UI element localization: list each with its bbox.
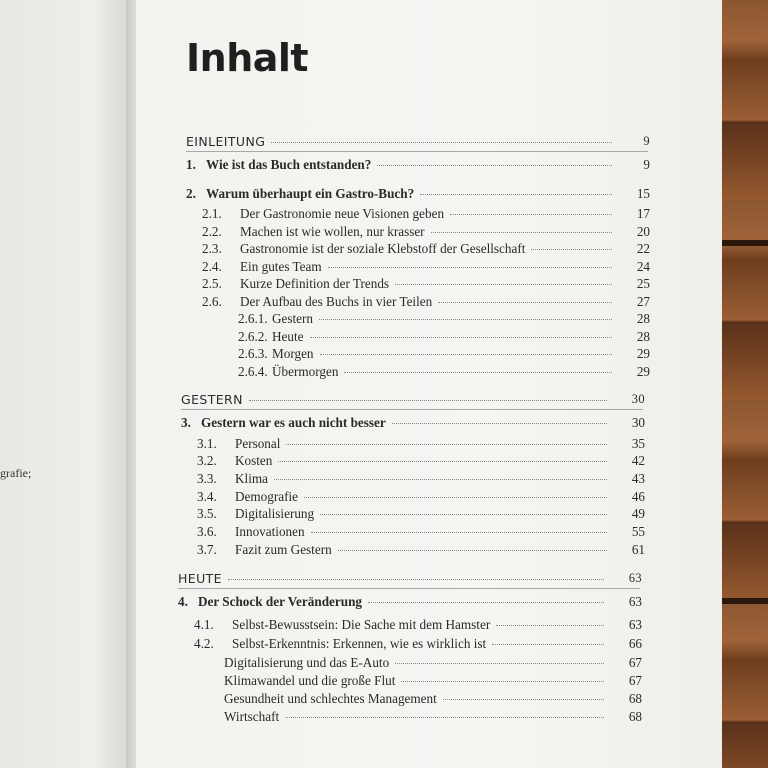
toc-entry-label: Warum überhaupt ein Gastro-Buch? [206,186,415,201]
toc-entry-label: Ein gutes Team [240,259,322,274]
toc-entry-label: Wirtschaft [224,709,280,724]
dot-leader [401,681,604,682]
toc-entry [202,206,650,222]
toc-entry-page: 66 [628,636,642,651]
toc-entry-label: GESTERN [181,392,243,407]
toc-entry [202,294,650,310]
toc-section-heading [186,134,650,149]
toc-entry-page: 63 [628,571,642,585]
toc-entry-label: Übermorgen [272,364,339,379]
toc-entry-label: Klimawandel und die große Flut [224,673,396,688]
toc-entry [238,346,650,362]
toc-entry-number: 2.3. [202,241,222,256]
toc-entry-number: 2.1. [202,206,222,221]
toc-entry-page: 17 [636,206,650,221]
toc-entry-label: Kurze Definition der Trends [240,276,390,291]
toc-entry [202,224,650,240]
toc-entry-label: Innovationen [235,524,305,539]
toc-entry-number: 2.6.1. [238,311,268,326]
dot-leader [311,532,607,533]
toc-entry-page: 29 [636,364,650,379]
toc-entry-page: 35 [631,436,645,451]
toc-entry-number: 2.4. [202,259,222,274]
toc-entry-number: 2.6. [202,294,222,309]
toc-entry-label: Personal [235,436,281,451]
toc-entry-label: Selbst-Erkenntnis: Erkennen, wie es wirklich ist [232,636,487,651]
toc-entry [197,506,645,522]
toc-entry-number: 3.5. [197,506,217,521]
dot-leader [438,302,612,303]
toc-entry-page: 30 [631,415,645,430]
toc-entry [238,311,650,327]
toc-entry-number: 4.1. [194,617,214,632]
toc-entry-label: Der Schock der Veränderung [198,594,362,609]
dot-leader [320,354,612,355]
toc-entry-page: 27 [636,294,650,309]
toc-entry-label: Digitalisierung [235,506,315,521]
toc-entry-page: 55 [631,524,645,539]
toc-entry-page: 68 [628,691,642,706]
toc-entry-page: 9 [643,134,650,148]
toc-entry-number: 3.2. [197,453,217,468]
dot-leader [368,602,604,603]
toc-entry [181,415,645,431]
dot-leader [319,319,612,320]
dot-leader [310,337,613,338]
toc-entry-page: 9 [643,157,650,172]
toc-entry-page: 20 [636,224,650,239]
toc-entry-label: Morgen [272,346,314,361]
toc-entry-label: Gestern [272,311,314,326]
toc-entry-number: 3. [181,415,191,430]
toc-entry [238,329,650,345]
toc-entry-label: Gastronomie ist der soziale Klebstoff der Gesellschaft [240,241,526,256]
toc-entry-label: Wie ist das Buch entstanden? [206,157,372,172]
dot-leader [344,372,612,373]
toc-entry-page: 67 [628,673,642,688]
toc-entry-label: Der Gastronomie neue Visionen geben [240,206,445,221]
toc-entry [202,276,650,292]
toc-entry [194,655,642,671]
toc-entry [197,524,645,540]
section-rule [181,409,643,410]
toc-section-heading [181,392,645,407]
dot-leader [531,249,612,250]
toc-entry-page: 24 [636,259,650,274]
toc-entry [194,673,642,689]
toc-entry-label: Machen ist wie wollen, nur krasser [240,224,425,239]
toc-entry-label: Klima [235,471,268,486]
toc-entry-page: 28 [636,329,650,344]
toc-entry-page: 46 [631,489,645,504]
toc-entry-number: 3.3. [197,471,217,486]
dot-leader [395,663,604,664]
toc-entry-page: 42 [631,453,645,468]
toc-entry-page: 22 [636,241,650,256]
toc-entry-page: 67 [628,655,642,670]
toc-entry-number: 3.6. [197,524,217,539]
dot-leader [377,165,612,166]
dot-leader [496,625,604,626]
section-rule [186,151,648,152]
toc-entry-label: Heute [272,329,304,344]
toc-entry-page: 68 [628,709,642,724]
toc-entry [186,186,650,202]
toc-entry [186,157,650,173]
dot-leader [320,514,607,515]
dot-leader [450,214,612,215]
toc-entry-number: 2.5. [202,276,222,291]
toc-entry [238,364,650,380]
toc-entry [197,453,645,469]
dot-leader [304,497,607,498]
toc-entry-label: Digitalisierung und das E-Auto [224,655,390,670]
dot-leader [338,550,607,551]
toc-entry-label: HEUTE [178,571,222,586]
toc-entry-page: 29 [636,346,650,361]
dot-leader [328,267,612,268]
dot-leader [228,579,604,580]
toc-entry [197,489,645,505]
dot-leader [443,699,604,700]
toc-entry-number: 2.6.3. [238,346,268,361]
toc-entry-number: 2.2. [202,224,222,239]
toc-entry-number: 1. [186,157,196,172]
toc-entry-label: Demografie [235,489,298,504]
toc-entry-number: 4.2. [194,636,214,651]
toc-entry-label: Selbst-Bewusstsein: Die Sache mit dem Hamster [232,617,491,632]
right-page [136,0,722,768]
toc-entry-page: 43 [631,471,645,486]
toc-entry [178,594,642,610]
dot-leader [492,644,604,645]
toc-entry [197,436,645,452]
toc-entry [197,542,645,558]
toc-entry-label: Gesundheit und schlechtes Management [224,691,437,706]
dot-leader [278,461,607,462]
toc-entry-number: 3.1. [197,436,217,451]
toc-entry-label: Gestern war es auch nicht besser [201,415,386,430]
toc-entry-number: 4. [178,594,188,609]
toc-entry-page: 28 [636,311,650,326]
toc-entry-page: 30 [631,392,645,406]
toc-entry [194,709,642,725]
toc-entry-number: 2. [186,186,196,201]
page-title: Inhalt [186,36,309,80]
left-page [0,0,132,768]
toc-entry [202,259,650,275]
toc-entry-page: 49 [631,506,645,521]
toc-entry-page: 63 [628,617,642,632]
toc-entry-number: 2.6.4. [238,364,268,379]
dot-leader [249,400,607,401]
toc-entry [194,617,642,633]
toc-entry-number: 2.6.2. [238,329,268,344]
toc-entry [194,636,642,652]
toc-entry [197,471,645,487]
dot-leader [271,142,612,143]
toc-entry [202,241,650,257]
toc-entry-number: 3.7. [197,542,217,557]
toc-entry-page: 63 [628,594,642,609]
dot-leader [392,423,607,424]
toc-entry [194,691,642,707]
toc-entry-page: 15 [636,186,650,201]
dot-leader [286,444,607,445]
dot-leader [420,194,612,195]
dot-leader [285,717,604,718]
section-rule [178,588,640,589]
dot-leader [431,232,612,233]
dot-leader [274,479,607,480]
toc-entry-label: Der Aufbau des Buchs in vier Teilen [240,294,433,309]
toc-entry-page: 61 [631,542,645,557]
toc-entry-number: 3.4. [197,489,217,504]
toc-entry-page: 25 [636,276,650,291]
dot-leader [395,284,612,285]
toc-section-heading [178,571,642,586]
toc-entry-label: Fazit zum Gestern [235,542,332,557]
left-page-text: grafie; [0,466,32,480]
toc-entry-label: Kosten [235,453,273,468]
toc-entry-label: EINLEITUNG [186,134,266,149]
